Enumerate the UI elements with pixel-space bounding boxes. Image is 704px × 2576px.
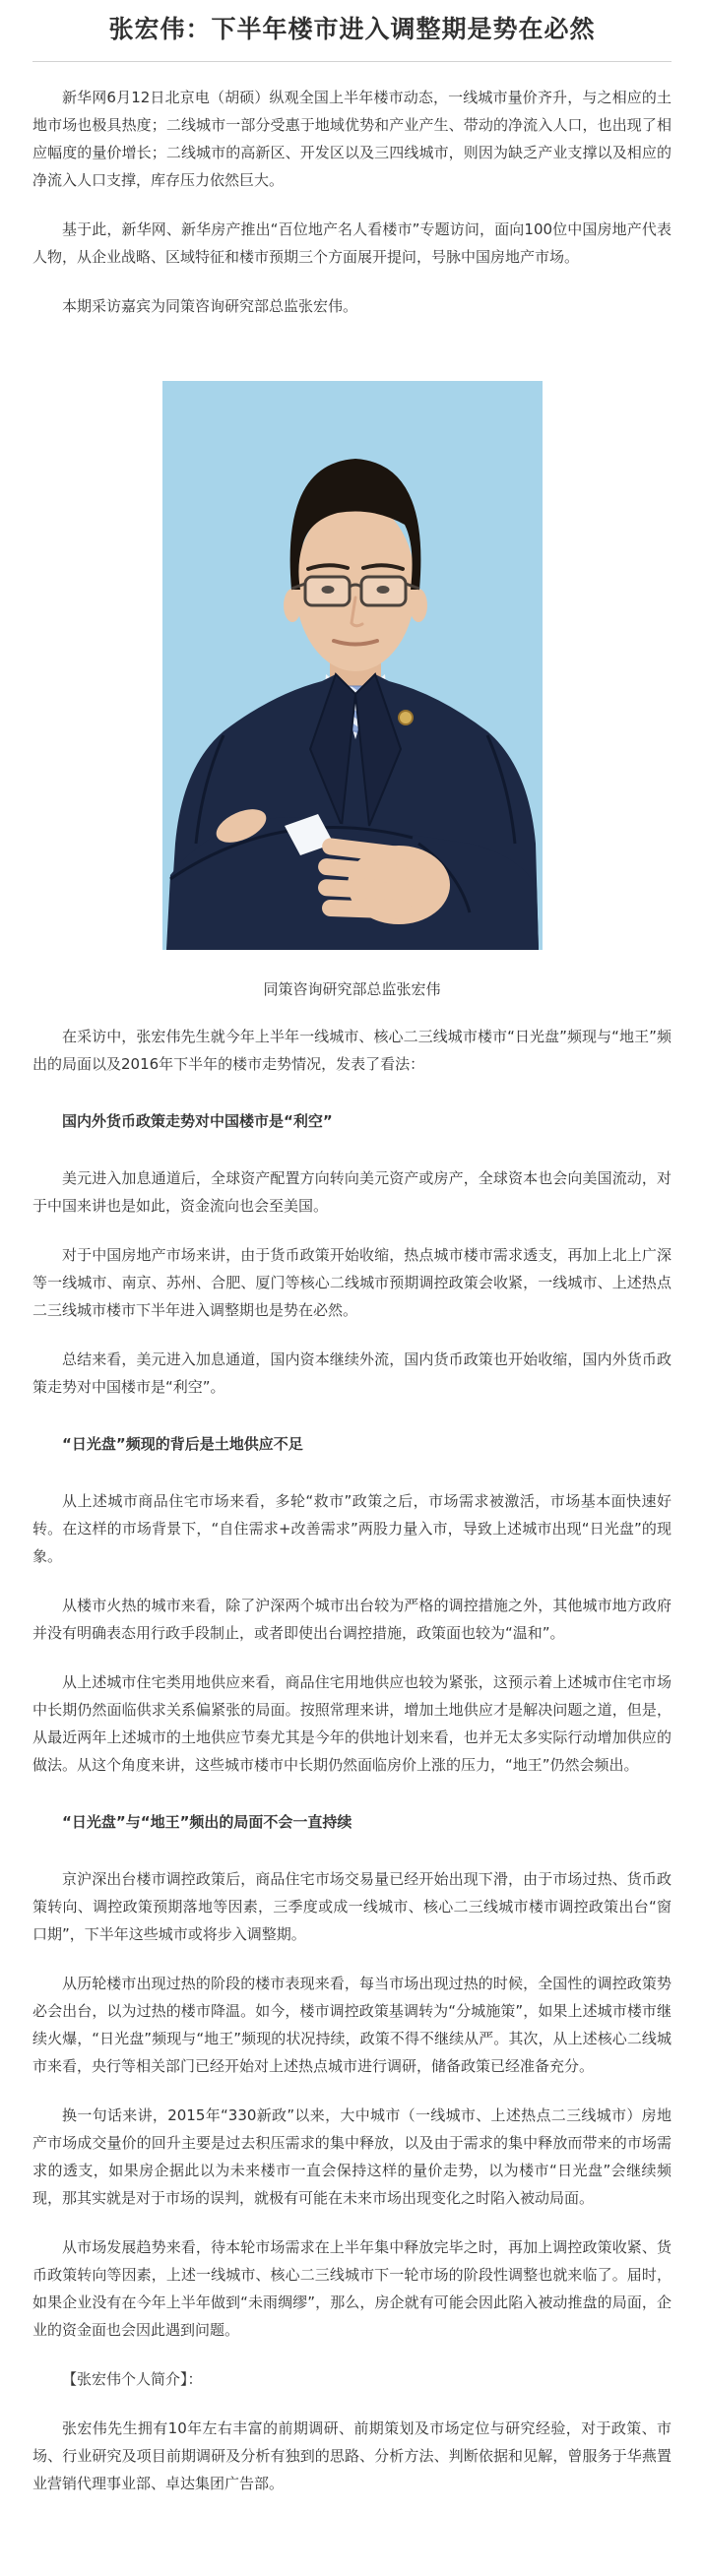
portrait-figure — [32, 381, 672, 1003]
body-paragraph: 从历轮楼市出现过热的阶段的楼市表现来看，每当市场出现过热的时候，全国性的调控政策势必会出台，以为过热的楼市降温。如今，楼市调控政策基调转为“分城施策”，如果上述城市楼市继续火爆，“日光盘”频现与“地王”频现的状况持续，政策不得不继续从严。其次，从上述核心二线城市来看，央行等相关部门已经开始对上述热点城市进行调研，储备政策已经准备充分。 — [32, 1975, 672, 2075]
section-heading: 国内外货币政策走势对中国楼市是“利空” — [62, 1112, 333, 1130]
ear-left — [284, 589, 301, 622]
article-body — [32, 1023, 672, 2497]
body-paragraph: 基于此，新华网、新华房产推出“百位地产名人看楼市”专题访问，面向100位中国房地产代表人物，从企业战略、区域特征和楼市预期三个方面展开提问，号脉中国房地产市场。 — [32, 220, 672, 266]
body-paragraph: 【张宏伟个人简介】： — [62, 2370, 203, 2388]
body-paragraph: 换一句话来讲，2015年“330新政”以来，大中城市（一线城市、上述热点二三线城市）房地产市场成交量价的回升主要是过去积压需求的集中释放，以及由于需求的集中释放而带来的市场需求的透支，如果房企据此以为未来楼市一直会保持这样的量价走势，以为楼市“日光盘”会继续频现，那其实就是对于市场的误判，就极有可能在未来市场出现变化之时陷入被动局面。 — [32, 2106, 672, 2207]
body-paragraph: 从上述城市商品住宅市场来看，多轮“救市”政策之后，市场需求被激活，市场基本面快速好转。在这样的市场背景下，“自住需求+改善需求”两股力量入市，导致上述城市出现“日光盘”的现象。 — [32, 1492, 672, 1565]
photo-caption: 同策咨询研究部总监张宏伟 — [263, 980, 441, 998]
title-divider — [32, 61, 672, 62]
section-heading: “日光盘”频现的背后是土地供应不足 — [62, 1435, 303, 1453]
intro-paragraphs — [32, 84, 672, 320]
portrait-photo — [162, 381, 543, 950]
lapel-pin — [399, 711, 413, 724]
body-paragraph: 从上述城市住宅类用地供应来看，商品住宅用地供应也较为紧张，这预示着上述城市住宅市场中长期仍然面临供求关系偏紧张的局面。按照常理来讲，增加土地供应才是解决问题之道，但是，从最近两年上述城市的土地供应节奏尤其是今年的供地计划来看，也并无太多实际行动增加供应的做法。从这个角度来讲，这些城市楼市中长期仍然面临房价上涨的压力，“地王”仍然会频出。 — [32, 1673, 672, 1774]
body-paragraph: 在采访中，张宏伟先生就今年上半年一线城市、核心二三线城市楼市“日光盘”频现与“地王”频出的局面以及2016年下半年的楼市走势情况，发表了看法： — [32, 1028, 672, 1073]
body-paragraph: 京沪深出台楼市调控政策后，商品住宅市场交易量已经开始出现下滑，由于市场过热、货币政策转向、调控政策预期落地等因素，三季度或成一线城市、核心二三线城市楼市调控政策出台“窗口期”，下半年这些城市或将步入调整期。 — [32, 1870, 672, 1943]
body-paragraph: 美元进入加息通道后，全球资产配置方向转向美元资产或房产，全球资本也会向美国流动，对于中国来讲也是如此，资金流向也会至美国。 — [32, 1169, 672, 1215]
portrait-illustration — [162, 381, 543, 950]
body-paragraph: 从楼市火热的城市来看，除了沪深两个城市出台较为严格的调控措施之外，其他城市地方政府并没有明确表态用行政手段制止，或者即使出台调控措施，政策面也较为“温和”。 — [32, 1597, 672, 1642]
ear-right — [410, 589, 427, 622]
page-title: 张宏伟：下半年楼市进入调整期是势在必然 — [108, 15, 596, 43]
body-paragraph: 新华网6月12日北京电（胡硕）纵观全国上半年楼市动态，一线城市量价齐升，与之相应的土地市场也极具热度；二线城市一部分受惠于地域优势和产业产生、带动的净流入人口，也出现了相应幅度的量价增长；二线城市的高新区、开发区以及三四线城市，则因为缺乏产业支撑以及相应的净流入人口支撑，库存压力依然巨大。 — [32, 89, 672, 189]
body-paragraph: 从市场发展趋势来看，待本轮市场需求在上半年集中释放完毕之时，再加上调控政策收紧、货币政策转向等因素，上述一线城市、核心二三线城市下一轮市场的阶段性调整也就来临了。届时，如果企业没有在今年上半年做到“未雨绸缪”，那么，房企就有可能会因此陷入被动推盘的局面，企业的资金面也会因此遇到问题。 — [32, 2238, 672, 2339]
body-paragraph: 对于中国房地产市场来讲，由于货币政策开始收缩，热点城市楼市需求透支，再加上北上广深等一线城市、南京、苏州、合肥、厦门等核心二线城市预期调控政策会收紧，一线城市、上述热点二三线城市楼市下半年进入调整期也是势在必然。 — [32, 1246, 672, 1319]
body-paragraph: 张宏伟先生拥有10年左右丰富的前期调研、前期策划及市场定位与研究经验，对于政策、市场、行业研究及项目前期调研及分析有独到的思路、分析方法、判断依据和见解，曾服务于华燕置业营销代理事业部、卓达集团广告部。 — [32, 2419, 672, 2492]
body-paragraph: 本期采访嘉宾为同策咨询研究部总监张宏伟。 — [62, 297, 358, 315]
body-paragraph: 总结来看，美元进入加息通道，国内资本继续外流，国内货币政策也开始收缩，国内外货币政策走势对中国楼市是“利空”。 — [32, 1351, 672, 1396]
section-heading: “日光盘”与“地王”频出的局面不会一直持续 — [62, 1813, 352, 1831]
